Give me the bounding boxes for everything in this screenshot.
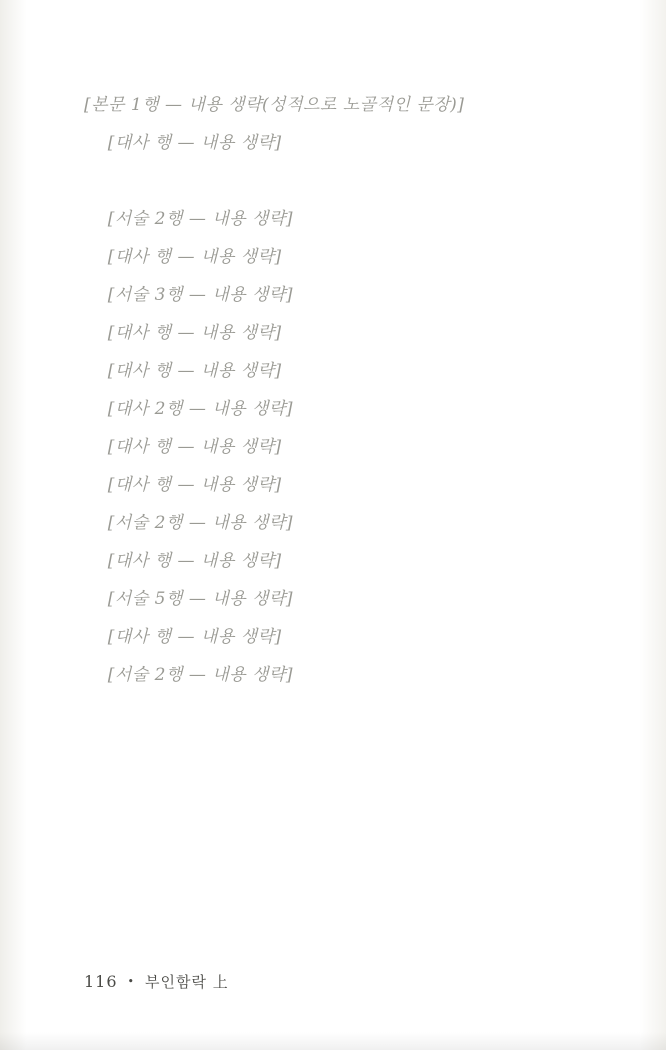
paragraph-5: [서술 3행 — 내용 생략] <box>107 285 293 305</box>
paragraph-8: [대사 2행 — 내용 생략] <box>107 399 293 419</box>
paragraph-7: [대사 행 — 내용 생략] <box>107 361 282 381</box>
paragraph-2: [대사 행 — 내용 생략] <box>107 133 282 153</box>
page-number: 116 <box>84 972 118 991</box>
book-title: 부인함락 上 <box>145 973 229 991</box>
paragraph-14: [대사 행 — 내용 생략] <box>107 627 282 647</box>
footer-separator-dot: • <box>127 975 136 988</box>
paragraph-10: [대사 행 — 내용 생략] <box>107 475 282 495</box>
paragraph-13: [서술 5행 — 내용 생략] <box>107 589 293 609</box>
paragraph-12: [대사 행 — 내용 생략] <box>107 551 282 571</box>
body-text-block <box>84 86 584 694</box>
paragraph-15: [서술 2행 — 내용 생략] <box>107 665 293 685</box>
paragraph-4: [대사 행 — 내용 생략] <box>107 247 282 267</box>
paragraph-9: [대사 행 — 내용 생략] <box>107 437 282 457</box>
paragraph-1: [본문 1행 — 내용 생략(성적으로 노골적인 문장)] <box>84 95 465 115</box>
page-footer <box>84 971 229 992</box>
paragraph-11: [서술 2행 — 내용 생략] <box>107 513 293 533</box>
paragraph-3: [서술 2행 — 내용 생략] <box>107 209 293 229</box>
paragraph-6: [대사 행 — 내용 생략] <box>107 323 282 343</box>
